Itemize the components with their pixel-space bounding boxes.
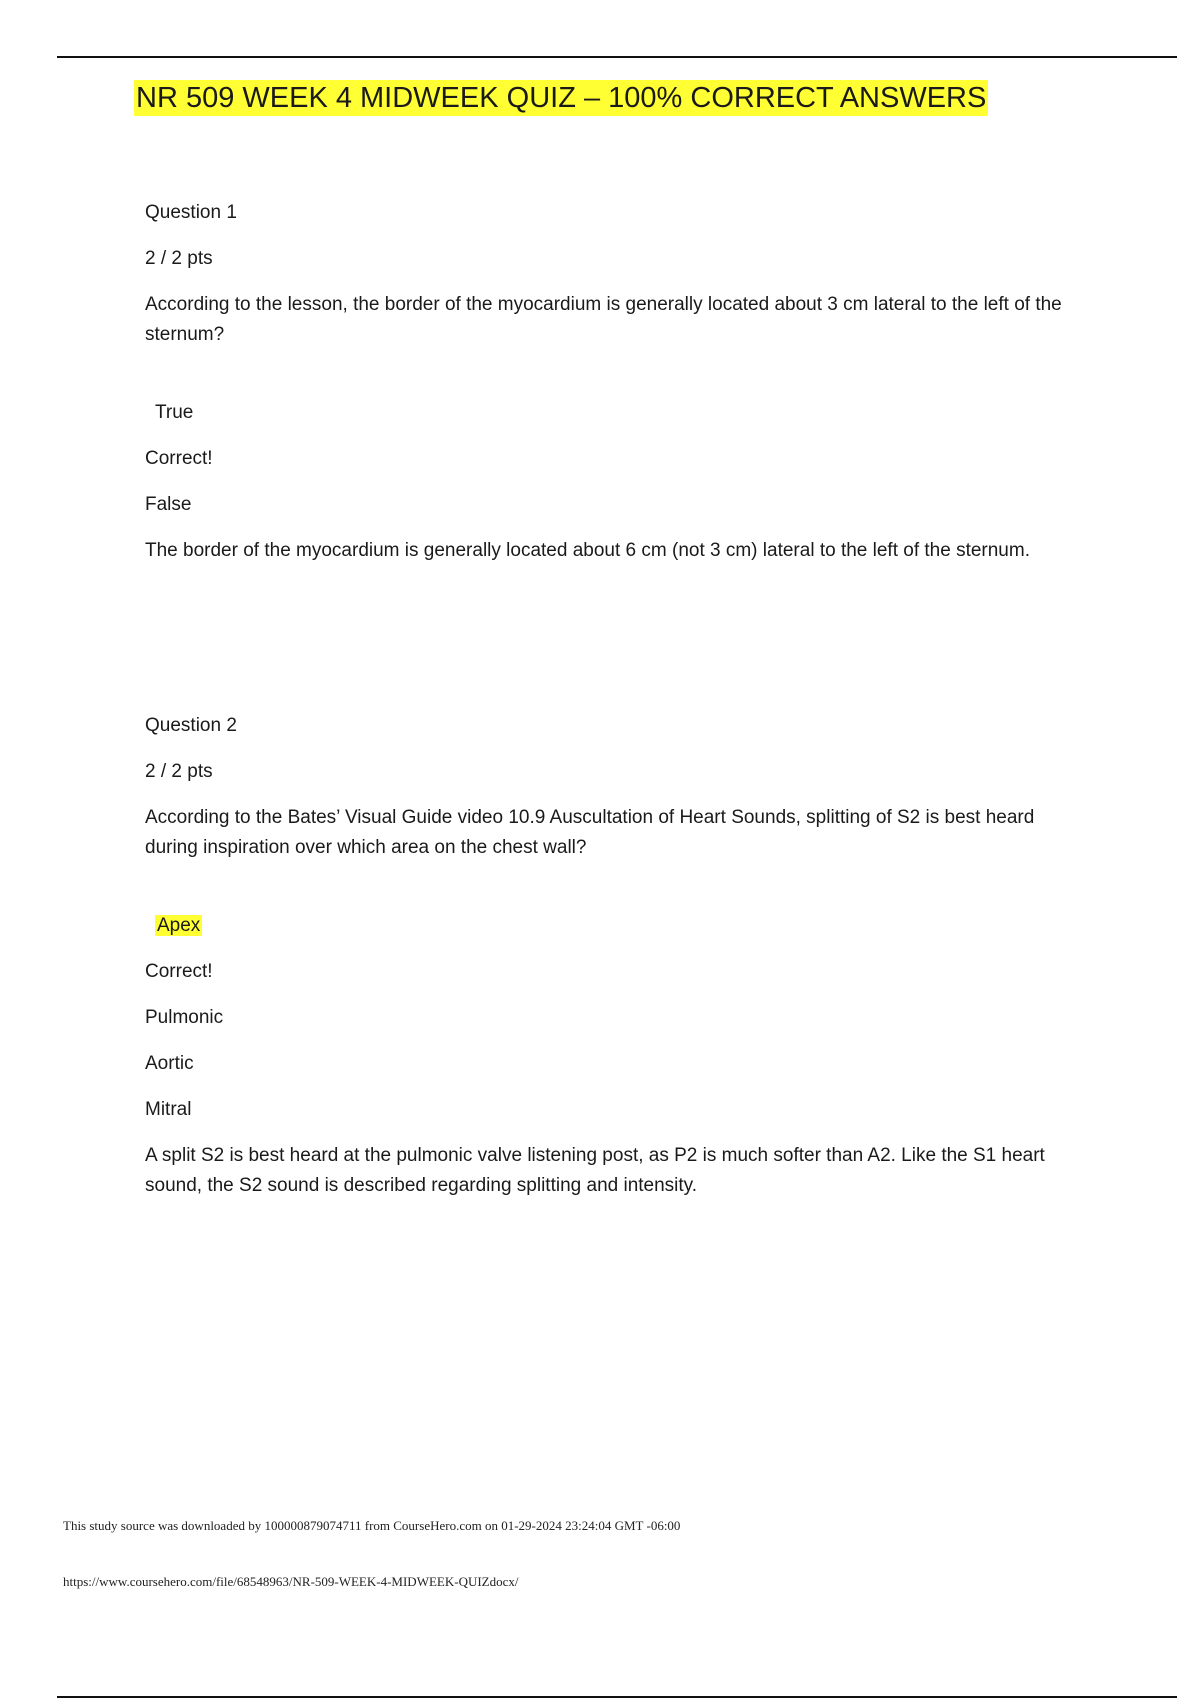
top-rule (57, 56, 1177, 58)
question-label: Question 1 (145, 202, 237, 223)
correct-marker: Correct! (145, 448, 213, 469)
option-false[interactable]: False (145, 494, 192, 515)
question-points: 2 / 2 pts (145, 248, 213, 269)
option-apex[interactable] (145, 911, 1085, 957)
option-pulmonic[interactable]: Pulmonic (145, 1007, 224, 1028)
correct-marker: Correct! (145, 961, 213, 982)
question-1 (145, 198, 1085, 566)
footer-url[interactable]: https://www.coursehero.com/file/68548963/NR-509-WEEK-4-MIDWEEK-QUIZdocx/ (63, 1574, 519, 1589)
bottom-rule (57, 1696, 1177, 1698)
question-2 (145, 711, 1085, 1201)
option-aortic[interactable]: Aortic (145, 1053, 194, 1074)
answer-explanation: The border of the myocardium is generally located about 6 cm (not 3 cm) lateral to the left of the sternum. (145, 540, 1030, 561)
document-title: NR 509 WEEK 4 MIDWEEK QUIZ – 100% CORRECT ANSWERS (136, 82, 987, 114)
question-text: According to the lesson, the border of the myocardium is generally located about 3 cm lateral to the left of the sternum? (145, 294, 1062, 345)
question-text: According to the Bates’ Visual Guide video 10.9 Auscultation of Heart Sounds, splitting of S2 is best heard during inspiration over which area on the chest wall? (145, 807, 1035, 858)
question-points: 2 / 2 pts (145, 761, 213, 782)
highlighted-answer: Apex (157, 915, 201, 936)
question-label: Question 2 (145, 715, 237, 736)
answer-explanation: A split S2 is best heard at the pulmonic valve listening post, as P2 is much softer than A2. Like the S1 heart sound, the S2 sound is described regarding splitting and intensity. (145, 1145, 1045, 1196)
footer-source: This study source was downloaded by 100000879074711 from CourseHero.com on 01-29-2024 23:24:04 GMT -06:00 (63, 1518, 681, 1533)
option-mitral[interactable]: Mitral (145, 1099, 192, 1120)
option-true[interactable]: True (155, 402, 194, 423)
